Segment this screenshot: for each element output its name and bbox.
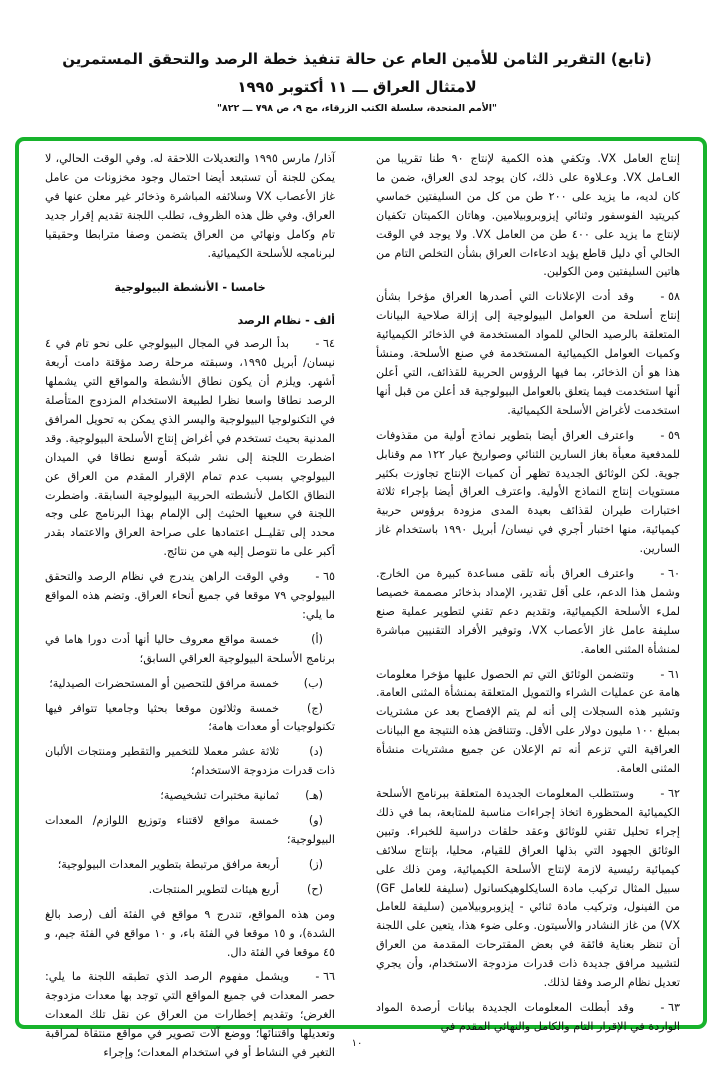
document-title-line1: (تابع) التقرير الثامن للأمين العام عن حالة تنفيذ خطة الرصد والتحقق المستمرين xyxy=(62,50,652,68)
list-item-text: خمسة وثلاثون موقعا بحثيا وجامعيا تتوافر فيها تكنولوجيات أو معدات هامة؛ xyxy=(45,701,335,734)
paragraph-text: وقد أبطلت المعلومات الجديدة بيانات أرصدة المواد الواردة في الإقرار التام والكامل والنهائي المقدم في xyxy=(376,1000,680,1033)
list-item xyxy=(45,700,335,738)
list-item-text: أربع هيئات لتطوير المنتجات. xyxy=(148,882,279,896)
paragraph-number: ٦٤ - xyxy=(315,337,335,351)
paragraph-61 xyxy=(376,666,680,779)
paragraph-64 xyxy=(45,335,335,562)
paragraph-text: وتتضمن الوثائق التي تم الحصول عليها مؤخرا معلومات هامة عن عمليات الشراء والتمويل المتعلقة بمنشأة المثنى العامة. وتشير هذه السجلات إلى أنه لم يتم الإفصاح بعد عن مشتريات بمبلغ ١٠٠ مليون دولار على الأقل. وتتناقض هذه النتيجة مع البيانات العراقية التي تزعم أنه تم الإعلان عن جميع مشتريات منشأة المثنى العامة. xyxy=(376,667,680,776)
list-item-text: ثمانية مختبرات تشخيصية؛ xyxy=(160,789,279,803)
list-item-label: (ز) xyxy=(308,857,323,871)
list-item xyxy=(45,812,335,850)
page-number: ١٠ xyxy=(351,1038,363,1049)
paragraph-number: ٦٠ - xyxy=(660,567,680,581)
list-item-label: (و) xyxy=(308,814,323,828)
paragraph-text: واعترف العراق أيضا بتطوير نماذج أولية من مقذوفات للمدفعية معبأة بغاز السارين الثنائي وصواريخ عيار ١٢٢ مم وقنابل جوية. لكن الوثائق الجديدة تظهر أن كميات الإنتاج تجاوزت بكثير مستويات إنتاج النماذج الأولية. واعترف العراق أيضا بإجراء ثلاثة اختبارات طيران لقذائف بعيدة المدى مزودة برؤوس حربية كيميائية، منها اختبار أجري في نيسان/ أبريل ١٩٩٠ باستخدام غاز السارين. xyxy=(376,428,680,556)
paragraph-number: ٦٥ - xyxy=(315,570,335,584)
list-item xyxy=(45,743,335,781)
source-citation: "الأمم المتحدة، سلسلة الكتب الزرقاء، مج ٩، ص ٧٩٨ ـــ ٨٢٢" xyxy=(216,103,498,114)
list-item xyxy=(45,881,335,900)
paragraph-text: وستتطلب المعلومات الجديدة المتعلقة ببرنامج الأسلحة الكيميائية المحظورة اتخاذ إجراءات مناسبة للمتابعة، بما في ذلك إجراء تحليل تقني للوثائق وعقد حلقات دراسية للخبراء. وتبين الوثائق الجهود التي بذلها العراق للقيام، محليا، بإنتاج سلائف كيميائية رئيسية لازمة لإنتاج الأسلحة الكيميائية، ومن ذلك على سبيل المثال تركيب مادة السايكلوهيكسانول (سليفة للعامل GF) من الفينول، وتركيب مادة ثنائي - إيزوبروبيلامين (سليفة للعامل VX) من غاز النشادر والأسيتون. وعلى ضوء هذا، يتعين على اللجنة أن تنظر بعناية فائقة في بعض المقترحات المقدمة من العراق لتشييد مرافق جديدة ذات قدرات مزدوجة الاستخدام، وأن يجري تعديل نظام الرصد وفقا لذلك. xyxy=(376,787,680,990)
list-item xyxy=(45,675,335,694)
paragraph-number: ٦٦ - xyxy=(315,970,335,984)
list-item-text: خمسة مواقع معروف حاليا أنها أدت دورا هاما في برنامج الأسلحة البيولوجية العراقي السابق؛ xyxy=(45,632,335,665)
paragraph-59 xyxy=(376,427,680,559)
page-header xyxy=(0,0,714,125)
list-item-label: (ج) xyxy=(307,701,323,715)
right-column xyxy=(376,150,680,1043)
list-item-label: (ب) xyxy=(303,676,323,690)
paragraph-intro-right: إنتاج العامل VX. وتكفي هذه الكمية لإنتاج ٩٠ طنا تقريبا من العـامل VX. وعـلاوة على ذلك، كان يوجد لدى العراق، ضمن ما كان لديه، ما يزيد على ٢٠٠ طن من كل من السليفتين خماسي كبريتيد الفوسفور وثنائي إيزوبروبيلامين. وهاتان الكميتان تكفيان لإنتاج ما يزيد على ٤٠٠ طن من العامل VX. ولا يوجد في الوقت الحالي أي دليل قاطع يؤيد ادعاءات العراق بشأن التخلص التام من هاتين السليفتين ومن الكولين. xyxy=(376,152,681,279)
sub-heading: ألف - نظام الرصد xyxy=(237,314,335,328)
paragraph-62 xyxy=(376,785,680,993)
paragraph-number: ٥٩ - xyxy=(660,428,680,442)
list-item xyxy=(45,856,335,875)
list-item-label: (ح) xyxy=(307,882,323,896)
list-item-text: أربعة مرافق مرتبطة بتطوير المعدات البيولوجية؛ xyxy=(57,857,279,871)
list-item xyxy=(45,787,335,806)
paragraph-text: ويشمل مفهوم الرصد الذي تطبقه اللجنة ما يلي: حصر المعدات في جميع المواقع التي توجد بها معدات مزدوجة الغرض؛ وتقديم إخطارات من العراق عن نقل تلك المعدات وتعديلها واقتنائها؛ ووضع آلات تصوير في مواقع منتقاة لمراقبة التغير في النشاط أو في استخدام المعدات؛ وإجراء xyxy=(45,970,335,1060)
paragraph-65 xyxy=(45,568,335,625)
paragraph-intro-left: آذار/ مارس ١٩٩٥ والتعديلات اللاحقة له. وفي الوقت الحالي، لا يمكن للجنة أن تستبعد أيضا احتمال وجود مخزونات من عامل غاز الأعصاب VX وسلائفه المباشرة وذخائر غير معلن عنها في العراق. وفي ظل هذه الظروف، تطلب اللجنة تقديم إقرار جديد تام وكامل ونهائي من العراق يتضمن وصفا مترابطا وحقيقيا لبرنامجه للأسلحة الكيميائية. xyxy=(45,152,335,260)
list-item-text: ثلاثة عشر معملا للتخمير والتقطير ومنتجات الألبان ذات قدرات مزدوجة الاستخدام؛ xyxy=(45,745,335,778)
paragraph-number: ٦٣ - xyxy=(660,1000,680,1014)
paragraph-text: وفي الوقت الراهن يندرج في نظام الرصد والتحقق البيولوجي ٧٩ موقعا في جميع أنحاء العراق. وتضم هذه المواقع ما يلي: xyxy=(45,570,335,621)
list-item-text: خمسة مرافق للتحصين أو المستحضرات الصيدلية؛ xyxy=(49,676,279,690)
paragraph-number: ٦١ - xyxy=(660,667,680,681)
list-item-text: خمسة مواقع لاقتناء وتوزيع اللوازم/ المعدات البيولوجية؛ xyxy=(45,814,335,846)
left-column xyxy=(45,150,335,1069)
paragraph-number: ٥٨ - xyxy=(660,290,680,304)
paragraph-number: ٦٢ - xyxy=(660,787,680,800)
section-heading: خامسا - الأنشطة البيولوجية xyxy=(114,281,266,295)
paragraph-text: بدأ الرصد في المجال البيولوجي على نحو تام في ٤ نيسان/ أبريل ١٩٩٥، وسبقته مرحلة رصد مؤقتة دامت أربعة أشهر. ويلزم أن يكون نطاق الأنشطة والمواقع التي يشملها الرصد نطاقا واسعا نظرا لطبيعة الاستخدام المزدوج المتأصلة في التكنولوجيا البيولوجية واليسر الذي يمكن به تحويل المرافق المدنية بحيث تستخدم في أغراض إنتاج الأسلحة البيولوجية. وقد اضطرت اللجنة إلى نشر شبكة أوسع نطاقا في الميدان البيولوجي بسبب عدم تمام الإقرار المقدم من العراق عن النطاق الكامل لأنشطته الحربية البيولوجية السابقة. واضطرت اللجنة في سعيها الحثيث إلى الإلمام بهذا البرنامج على وجه محدد إلى تقليــل اعتمادها على صراحة العراق والاعتماد بقدر أكبر على ما نتوصل إليه هي من نتائج. xyxy=(45,337,335,559)
paragraph-60 xyxy=(376,565,680,660)
paragraph-58 xyxy=(376,288,680,420)
paragraph-categories: ومن هذه المواقع، تندرج ٩ مواقع في الفئة ألف (رصد بالغ الشدة)، و ١٥ موقعا في الفئة باء، و ١٠ مواقع في الفئة جيم، و ٤٥ موقعا في الفئة دال. xyxy=(45,907,335,959)
paragraph-text: واعترف العراق بأنه تلقى مساعدة كبيرة من الخارج. وشمل هذا الدعم، على أقل تقدير، الإمداد بذخائر مصممة خصيصا لملء الأسلحة الكيميائية، وتقديم دعم تقني لتطوير عملية صنع سليفة عامل غاز الأعصاب VX، وتوفير الأفراد التقنيين مباشرة لمنشأة المثنى العامة. xyxy=(376,567,681,656)
list-item xyxy=(45,631,335,669)
paragraph-text: وقد أدت الإعلانات التي أصدرها العراق مؤخرا بشأن إنتاج أسلحة من العوامل البيولوجية إلى إزالة صلاحية البيانات المتعلقة بالرصيد الحالي للمواد المستخدمة في الذخائر الكيميائية وكميات العوامل الكيميائية المستخدمة في صنع الأسلحة. ومنشأ هذا هو أن الذخائر، بما فيها الرؤوس الحربية للقذائف، التي أعلن أنها استخدمت فيما يتعلق بالعوامل البيولوجية قد أعلن من قبل أنها استخدمت لأغراض الأسلحة الكيميائية. xyxy=(376,290,680,417)
document-title-line2: لامتثال العراق ـــ ١١ أكتوبر ١٩٩٥ xyxy=(237,78,477,96)
paragraph-63 xyxy=(376,999,680,1037)
list-item-label: (أ) xyxy=(311,632,323,646)
list-item-label: (هـ) xyxy=(305,789,323,803)
list-item-label: (د) xyxy=(309,745,323,759)
